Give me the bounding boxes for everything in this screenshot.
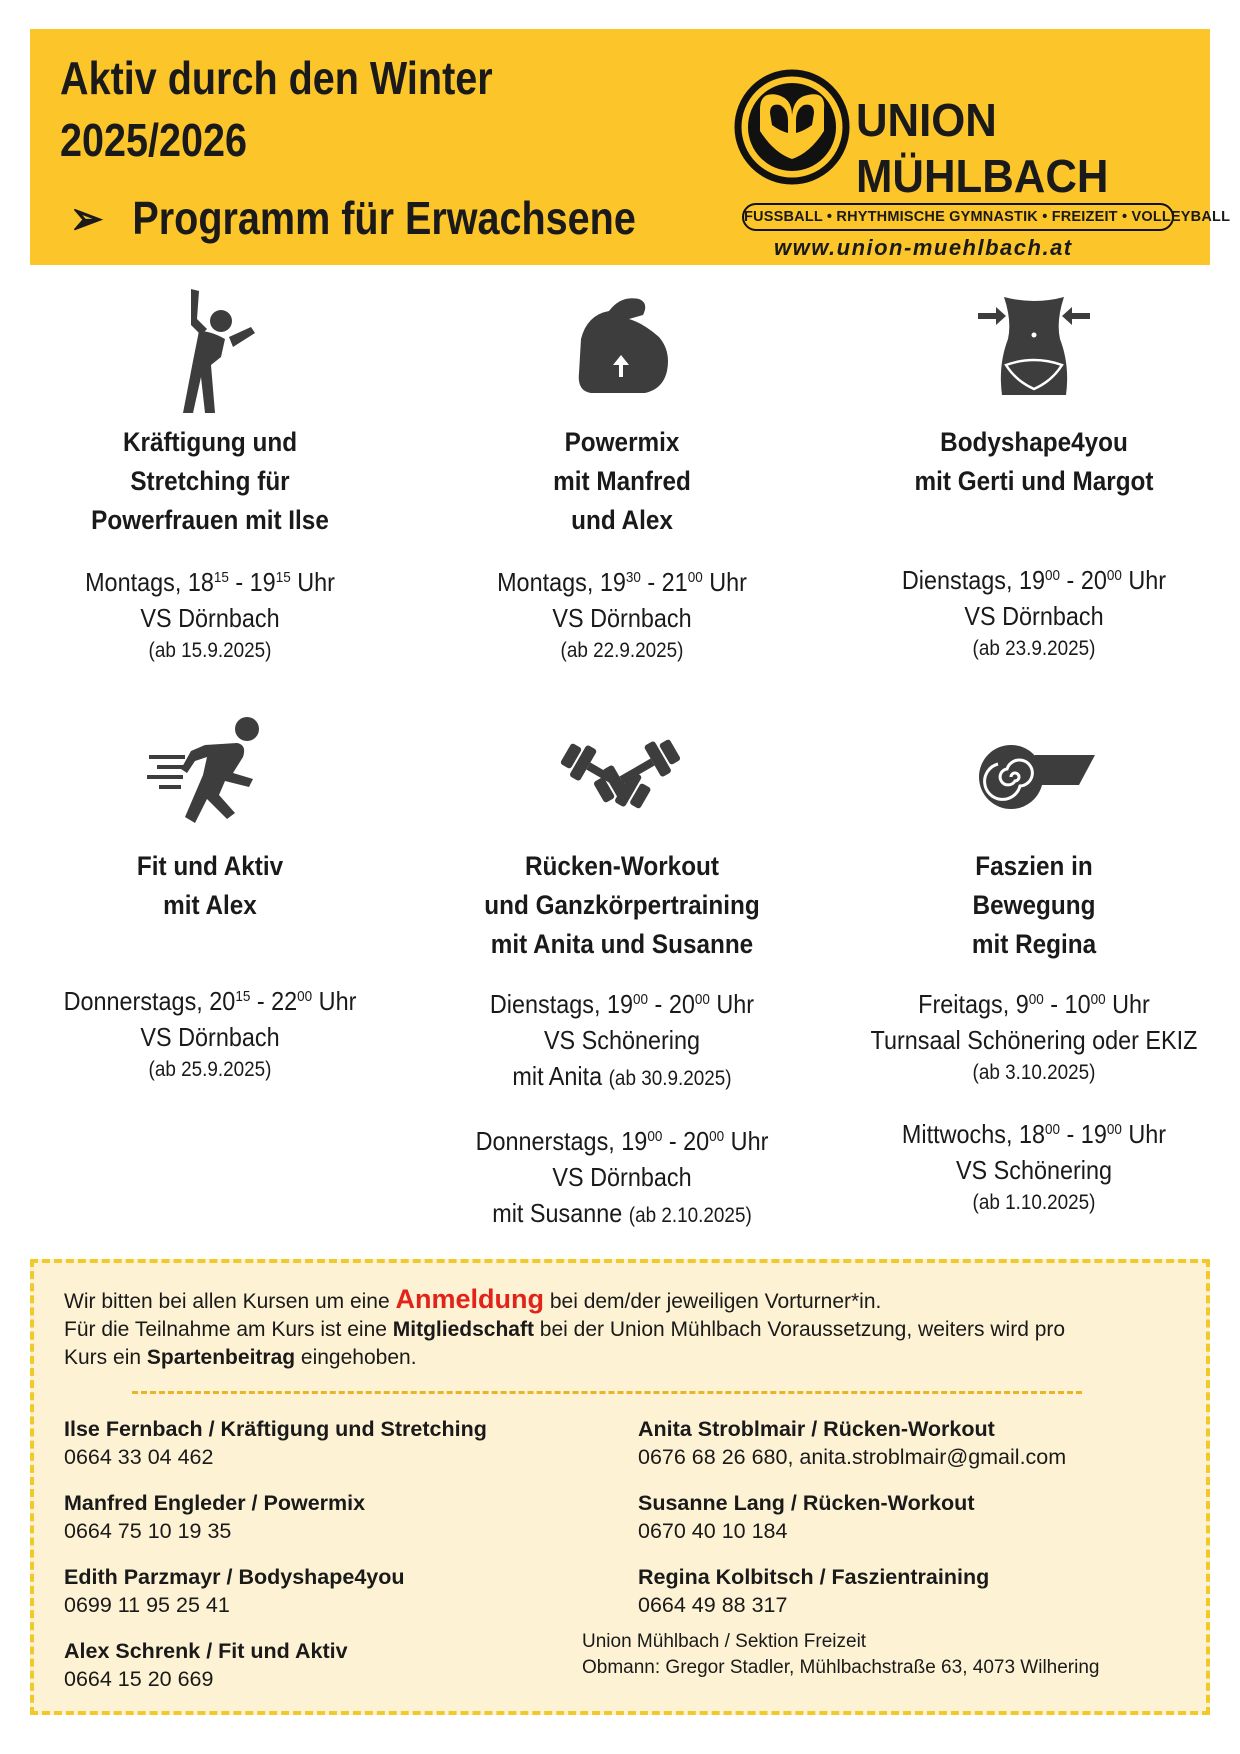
course-fit-und-aktiv [0, 715, 420, 1085]
session-start-date: (ab 15.9.2025) [148, 639, 272, 662]
contact-phone[interactable]: 0664 15 20 669 [64, 1667, 214, 1691]
course-title-line: und Ganzkörpertraining [484, 890, 760, 920]
contact-phone[interactable]: 0664 75 10 19 35 [64, 1519, 232, 1543]
course-session [0, 564, 420, 666]
contact-entry [64, 1415, 487, 1471]
page-subtitle [70, 191, 636, 245]
course-title-line: Fit und Aktiv [136, 851, 284, 881]
contact-entry [638, 1415, 1066, 1471]
session-time: Dienstags, $19^{00} - 20^{00}$ Uhr [489, 989, 755, 1019]
club-emblem-icon [734, 69, 850, 185]
session-trainer: mit Susanne (ab 2.10.2025) [492, 1198, 752, 1228]
course-title-line: mit Gerti und Margot [914, 466, 1154, 496]
dashed-divider [132, 1391, 1082, 1394]
header-banner [30, 29, 1231, 265]
course-title-line: Stretching für [130, 466, 290, 496]
contact-entry [64, 1637, 348, 1693]
session-time: Freitags, $9^{00} - 10^{00}$ Uhr [918, 989, 1150, 1019]
contact-phone[interactable]: 0664 49 88 317 [638, 1593, 788, 1617]
course-title-line: mit Anita und Susanne [490, 929, 754, 959]
contact-phone[interactable]: 0699 11 95 25 41 [64, 1593, 230, 1617]
session-time: Montags, $19^{30} - 21^{00}$ Uhr [497, 567, 747, 597]
notice-line-2: Für die Teilnahme am Kurs ist eine Mitgliedschaft bei der Union Mühlbach Voraussetzung, weiters wird pro [64, 1318, 1066, 1341]
contact-name: Manfred Engleder / Powermix [64, 1491, 366, 1515]
website-url[interactable]: www.union-muehlbach.at [774, 235, 1073, 260]
course-faszien [824, 715, 1240, 1218]
contact-name: Anita Stroblmair / Rücken-Workout [638, 1417, 995, 1441]
session-place: VS Dörnbach [552, 1162, 692, 1192]
contact-phone[interactable]: 0670 40 10 184 [638, 1519, 788, 1543]
contact-entry [64, 1563, 405, 1619]
subtitle-text: Programm für Erwachsene [132, 192, 636, 244]
footer-address: Obmann: Gregor Stadler, Mühlbachstraße 63, 4073 Wilhering [582, 1657, 1100, 1678]
logo-muehlbach-text: MÜHLBACH [856, 150, 1109, 202]
session-place: VS Schönering [955, 1155, 1113, 1185]
contact-name: Regina Kolbitsch / Faszientraining [638, 1565, 990, 1589]
stretching-person-icon [155, 285, 265, 415]
rolled-mat-icon [969, 715, 1099, 825]
course-title-line: mit Regina [971, 929, 1097, 959]
course-title-line: Powermix [564, 427, 680, 457]
contact-phone[interactable]: 0664 33 04 462 [64, 1445, 214, 1469]
waist-shaping-icon [974, 285, 1094, 415]
contact-name: Ilse Fernbach / Kräftigung und Stretching [64, 1417, 487, 1441]
contact-entry [638, 1489, 974, 1545]
logo-sections-strip: FUSSBALL • RHYTHMISCHE GYMNASTIK • FREIZEIT • VOLLEYBALL [742, 203, 1174, 231]
registration-notice [64, 1285, 1164, 1372]
course-session [824, 562, 1240, 664]
session-time: Montags, $18^{15} - 19^{15}$ Uhr [85, 567, 335, 597]
course-session [412, 986, 832, 1097]
contact-name: Alex Schrenk / Fit und Aktiv [64, 1639, 348, 1663]
notice-line-3: Kurs ein Spartenbeitrag eingehoben. [64, 1346, 417, 1369]
course-title-line: mit Manfred [553, 466, 691, 496]
page-title [60, 47, 493, 171]
contact-name: Susanne Lang / Rücken-Workout [638, 1491, 975, 1515]
course-title-line: Faszien in [975, 851, 1093, 881]
session-start-date: (ab 25.9.2025) [148, 1058, 272, 1081]
course-title-line: Kräftigung und [122, 427, 298, 457]
course-title-line: und Alex [571, 505, 673, 535]
session-place: VS Dörnbach [552, 603, 692, 633]
course-session [824, 1116, 1240, 1218]
session-start-date: (ab 23.9.2025) [972, 637, 1096, 660]
session-trainer: mit Anita (ab 30.9.2025) [512, 1061, 732, 1091]
contact-phone-email[interactable]: 0676 68 26 680, anita.stroblmair@gmail.com [638, 1445, 1067, 1469]
union-muehlbach-logo [734, 57, 1231, 267]
notice-line-1: Wir bitten bei allen Kursen um eine Anmeldung bei dem/der jeweiligen Vorturner*in. [64, 1284, 882, 1314]
title-line-1: Aktiv durch den Winter [60, 52, 493, 104]
footer-section: Union Mühlbach / Sektion Freizeit [582, 1631, 867, 1652]
contact-entry [64, 1489, 365, 1545]
course-session [0, 983, 420, 1085]
course-title-line: Powerfrauen mit Ilse [91, 505, 329, 535]
course-session [412, 1123, 832, 1234]
course-title-line: mit Alex [163, 890, 257, 920]
session-start-date: (ab 3.10.2025) [972, 1061, 1096, 1084]
logo-union-text: UNION [856, 94, 997, 146]
club-footer [582, 1629, 1100, 1681]
session-time: Mittwochs, $18^{00} - 19^{00}$ Uhr [901, 1119, 1167, 1149]
contact-name: Edith Parzmayr / Bodyshape4you [64, 1565, 405, 1589]
running-person-icon [145, 715, 275, 825]
session-place: VS Schönering [543, 1025, 701, 1055]
course-title-line: Rücken-Workout [525, 851, 719, 881]
session-start-date: (ab 1.10.2025) [972, 1191, 1096, 1214]
session-place: VS Dörnbach [964, 601, 1104, 631]
course-session [412, 564, 832, 666]
flexed-bicep-icon [567, 285, 677, 415]
session-time: Donnerstags, $19^{00} - 20^{00}$ Uhr [475, 1126, 769, 1156]
course-session [824, 986, 1240, 1088]
arrow-bullet-icon: ➢ [70, 192, 104, 244]
session-place: VS Dörnbach [140, 603, 280, 633]
contact-entry [638, 1563, 989, 1619]
session-place: VS Dörnbach [140, 1022, 280, 1052]
registration-highlight: Anmeldung [395, 1284, 544, 1314]
course-title-line: Bodyshape4you [940, 427, 1128, 457]
course-powermix [412, 285, 832, 666]
course-ruecken-workout [412, 715, 832, 1234]
course-kraeftigung [0, 285, 420, 666]
course-title-line: Bewegung [972, 890, 1096, 920]
session-time: Donnerstags, $20^{15} - 22^{00}$ Uhr [63, 986, 357, 1016]
course-bodyshape [824, 285, 1240, 664]
session-place: Turnsaal Schönering oder EKIZ [870, 1025, 1198, 1055]
session-time: Dienstags, $19^{00} - 20^{00}$ Uhr [901, 565, 1167, 595]
session-start-date: (ab 22.9.2025) [560, 639, 684, 662]
registration-info-box [30, 1259, 1210, 1715]
title-line-2: 2025/2026 [60, 114, 248, 166]
dumbbells-icon [557, 715, 687, 825]
